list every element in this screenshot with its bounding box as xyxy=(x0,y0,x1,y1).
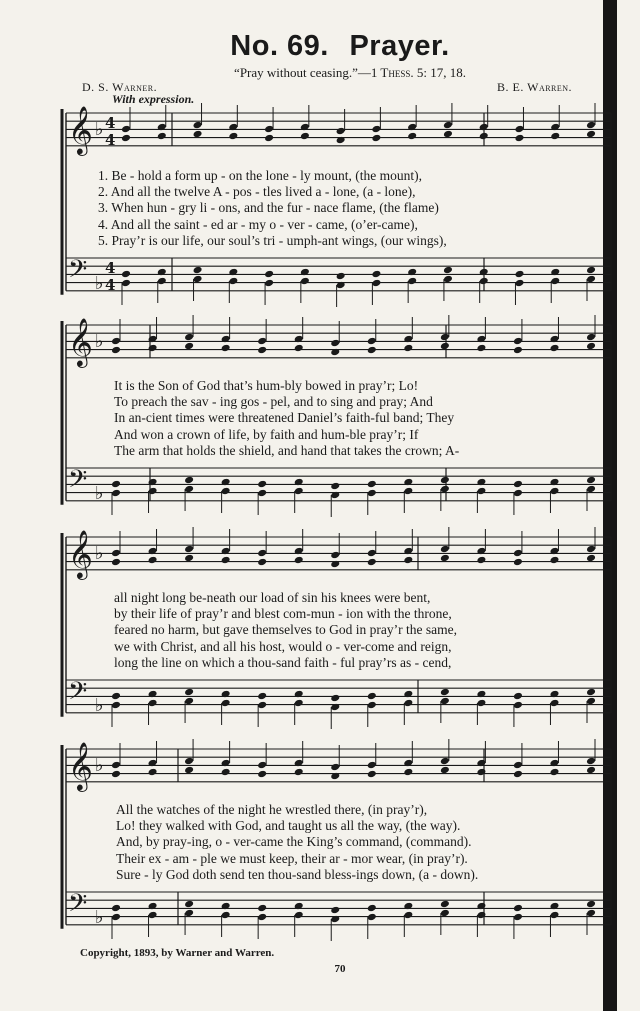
flat-key-signature-icon: ♭ xyxy=(95,755,104,776)
treble-clef-icon: 𝄞 xyxy=(68,317,93,366)
music-composer: B. E. Warren. xyxy=(497,80,573,94)
lyric-verse-3: And, by pray-ing, o - ver-came the King’s command, (command). xyxy=(116,834,472,850)
flat-key-signature-icon: ♭ xyxy=(95,273,104,294)
flat-key-signature-icon: ♭ xyxy=(95,907,104,928)
page-number: 70 xyxy=(334,963,346,975)
hymn-name: Prayer. xyxy=(349,30,450,62)
time-signature-bottom: 4 xyxy=(105,276,116,294)
copyright-notice: Copyright, 1893, by Warner and Warren. xyxy=(80,947,275,959)
treble-clef-icon: 𝄞 xyxy=(68,105,93,154)
words-author: D. S. Warner. xyxy=(82,80,158,94)
flat-key-signature-icon: ♭ xyxy=(95,119,104,140)
bass-clef-icon: 𝄢 xyxy=(68,889,88,924)
lyric-verse-5: Sure - ly God doth send ten thou-sand bless-ings down, (a - down). xyxy=(116,866,479,882)
bass-clef-icon: 𝄢 xyxy=(68,465,88,500)
lyric-verse-2: Lo! they walked with God, and taught us all the way, (the way). xyxy=(116,818,461,834)
time-signature-bottom: 4 xyxy=(105,131,116,149)
scripture-quote: “Pray without ceasing.”— xyxy=(234,65,371,80)
lyric-verse-1: 1. Be - hold a form up - on the lone - ly mount, (the mount), xyxy=(98,168,422,183)
time-signature-top: 4 xyxy=(105,259,116,277)
lyric-verse-3: feared no harm, but gave themselves to God in pray’r the same, xyxy=(114,622,458,638)
lyric-verse-5: The arm that holds the shield, and hand that takes the crown; A- xyxy=(114,442,460,458)
lyric-verse-5: 5. Pray’r is our life, our soul’s tri - umph-ant wings, (our wings), xyxy=(98,232,447,248)
lyrics-system-4 xyxy=(116,802,478,883)
flat-key-signature-icon: ♭ xyxy=(95,331,104,352)
tempo-marking: With expression. xyxy=(112,92,195,106)
hymn-number: No. 69. xyxy=(230,30,329,62)
lyric-verse-1: All the watches of the night he wrestled there, (in pray’r), xyxy=(116,802,428,817)
lyric-verse-4: And won a crown of life, by faith and hum-ble pray’r; If xyxy=(114,426,419,442)
lyric-verse-3: 3. When hun - gry li - ons, and the fur - nace flame, (the flame) xyxy=(98,200,439,216)
scripture-reference: 1 Thess. 5: 17, 18. xyxy=(370,65,466,80)
treble-clef-icon: 𝄞 xyxy=(68,741,93,790)
time-signature-top: 4 xyxy=(105,114,116,132)
lyric-verse-1: It is the Son of God that’s hum-bly bowed in pray’r; Lo! xyxy=(114,378,419,393)
lyric-verse-3: In an-cient times were threatened Daniel’s faith-ful band; They xyxy=(114,410,455,426)
lyric-verse-4: we with Christ, and all his host, would o - ver-come and reign, xyxy=(114,638,452,654)
lyric-verse-2: To preach the sav - ing gos - pel, and to sing and pray; And xyxy=(114,394,433,410)
bass-clef-icon: 𝄢 xyxy=(68,677,88,712)
lyric-verse-2: by their life of pray’r and blest com-mun - ion with the throne, xyxy=(114,606,452,622)
lyric-verse-2: 2. And all the twelve A - pos - tles lived a - lone, (a - lone), xyxy=(98,184,416,200)
flat-key-signature-icon: ♭ xyxy=(95,543,104,564)
lyric-verse-1: all night long be-neath our load of sin his knees were bent, xyxy=(114,590,431,605)
treble-clef-icon: 𝄞 xyxy=(68,529,93,578)
bass-clef-icon: 𝄢 xyxy=(68,255,88,290)
flat-key-signature-icon: ♭ xyxy=(95,695,104,716)
lyric-verse-4: 4. And all the saint - ed ar - my o - ver - came, (o’er-came), xyxy=(98,216,418,232)
flat-key-signature-icon: ♭ xyxy=(95,483,104,504)
lyric-verse-4: Their ex - am - ple we must keep, their ar - mor wear, (in pray’r). xyxy=(116,850,468,866)
lyric-verse-5: long the line on which a thou-sand faith - ful pray’rs as - cend, xyxy=(114,654,452,670)
